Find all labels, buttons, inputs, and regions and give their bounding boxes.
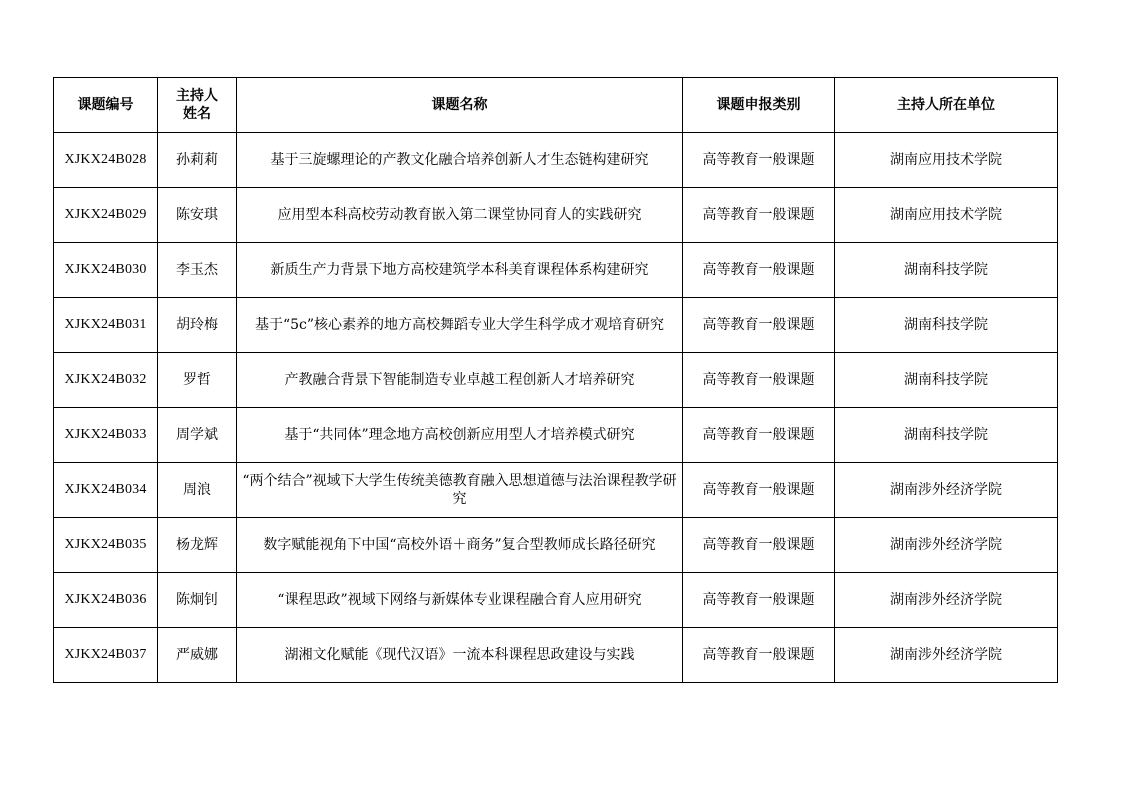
- cell-title: “两个结合”视域下大学生传统美德教育融入思想道德与法治课程教学研究: [237, 463, 683, 518]
- cell-code: XJKX24B028: [54, 133, 158, 188]
- cell-code: XJKX24B035: [54, 518, 158, 573]
- cell-code: XJKX24B030: [54, 243, 158, 298]
- table-header-row: [54, 78, 1058, 133]
- table-row: [54, 573, 1058, 628]
- cell-title: “课程思政”视域下网络与新媒体专业课程融合育人应用研究: [237, 573, 683, 628]
- cell-title: 基于“共同体”理念地方高校创新应用型人才培养模式研究: [237, 408, 683, 463]
- cell-host: 陈炯钊: [158, 573, 237, 628]
- cell-unit: 湖南涉外经济学院: [835, 573, 1058, 628]
- cell-host: 陈安琪: [158, 188, 237, 243]
- cell-title: 应用型本科高校劳动教育嵌入第二课堂协同育人的实践研究: [237, 188, 683, 243]
- cell-category: 高等教育一般课题: [683, 628, 835, 683]
- table-row: [54, 188, 1058, 243]
- cell-unit: 湖南科技学院: [835, 408, 1058, 463]
- cell-title: 数字赋能视角下中国“高校外语＋商务”复合型教师成长路径研究: [237, 518, 683, 573]
- cell-code: XJKX24B034: [54, 463, 158, 518]
- table-row: [54, 518, 1058, 573]
- cell-unit: 湖南涉外经济学院: [835, 463, 1058, 518]
- cell-unit: 湖南涉外经济学院: [835, 628, 1058, 683]
- table-row: [54, 463, 1058, 518]
- cell-host: 李玉杰: [158, 243, 237, 298]
- cell-host: 孙莉莉: [158, 133, 237, 188]
- cell-code: XJKX24B029: [54, 188, 158, 243]
- cell-title: 产教融合背景下智能制造专业卓越工程创新人才培养研究: [237, 353, 683, 408]
- cell-host: 严威娜: [158, 628, 237, 683]
- cell-unit: 湖南科技学院: [835, 298, 1058, 353]
- cell-category: 高等教育一般课题: [683, 463, 835, 518]
- cell-category: 高等教育一般课题: [683, 408, 835, 463]
- header-category: 课题申报类别: [683, 78, 835, 133]
- cell-unit: 湖南应用技术学院: [835, 133, 1058, 188]
- cell-host: 胡玲梅: [158, 298, 237, 353]
- cell-host: 杨龙辉: [158, 518, 237, 573]
- cell-category: 高等教育一般课题: [683, 298, 835, 353]
- cell-host: 周学斌: [158, 408, 237, 463]
- cell-title: 新质生产力背景下地方高校建筑学本科美育课程体系构建研究: [237, 243, 683, 298]
- cell-title: 湖湘文化赋能《现代汉语》一流本科课程思政建设与实践: [237, 628, 683, 683]
- cell-category: 高等教育一般课题: [683, 353, 835, 408]
- table-row: [54, 298, 1058, 353]
- cell-unit: 湖南应用技术学院: [835, 188, 1058, 243]
- cell-category: 高等教育一般课题: [683, 573, 835, 628]
- header-code: 课题编号: [54, 78, 158, 133]
- cell-code: XJKX24B032: [54, 353, 158, 408]
- cell-code: XJKX24B037: [54, 628, 158, 683]
- header-title: 课题名称: [237, 78, 683, 133]
- header-host: 主持人 姓名: [158, 78, 237, 133]
- cell-title: 基于“5c”核心素养的地方高校舞蹈专业大学生科学成才观培育研究: [237, 298, 683, 353]
- cell-code: XJKX24B036: [54, 573, 158, 628]
- cell-host: 周浪: [158, 463, 237, 518]
- cell-category: 高等教育一般课题: [683, 133, 835, 188]
- cell-category: 高等教育一般课题: [683, 243, 835, 298]
- cell-unit: 湖南科技学院: [835, 353, 1058, 408]
- table-row: [54, 353, 1058, 408]
- header-unit: 主持人所在单位: [835, 78, 1058, 133]
- table-row: [54, 133, 1058, 188]
- table-row: [54, 243, 1058, 298]
- project-table: [53, 77, 1058, 683]
- cell-category: 高等教育一般课题: [683, 518, 835, 573]
- cell-unit: 湖南科技学院: [835, 243, 1058, 298]
- cell-category: 高等教育一般课题: [683, 188, 835, 243]
- cell-title: 基于三旋螺理论的产教文化融合培养创新人才生态链构建研究: [237, 133, 683, 188]
- cell-code: XJKX24B031: [54, 298, 158, 353]
- table-row: [54, 628, 1058, 683]
- table-row: [54, 408, 1058, 463]
- cell-code: XJKX24B033: [54, 408, 158, 463]
- cell-unit: 湖南涉外经济学院: [835, 518, 1058, 573]
- cell-host: 罗哲: [158, 353, 237, 408]
